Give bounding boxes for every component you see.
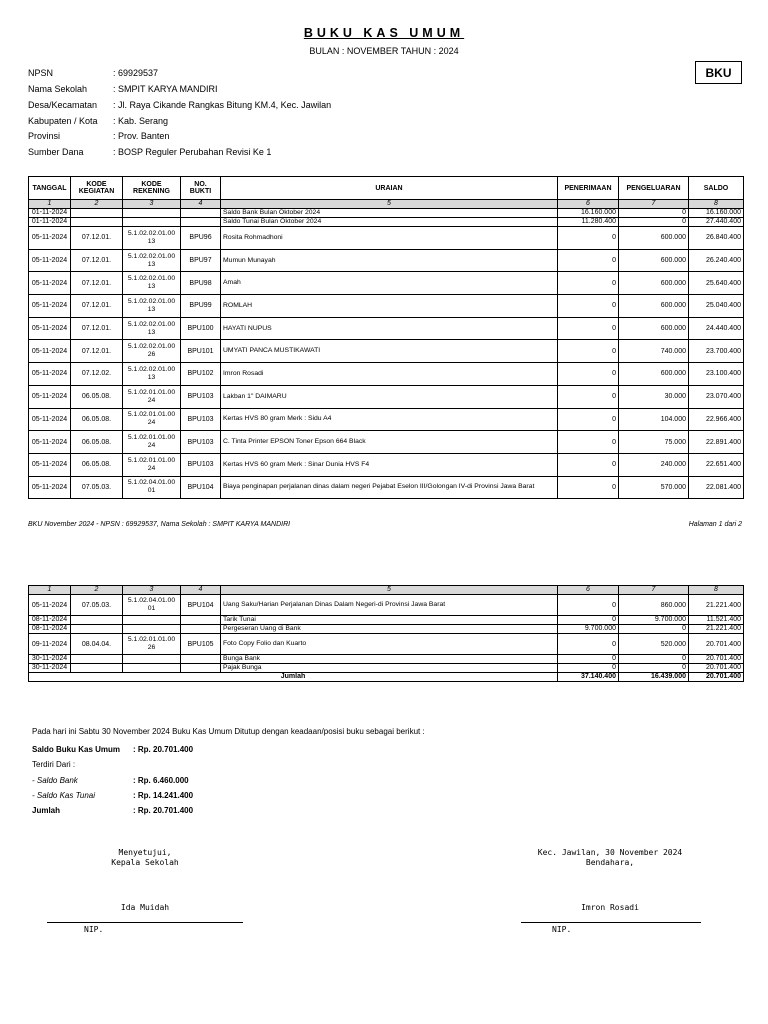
date-cell: 05-11-2024: [29, 595, 71, 616]
table-header-row: [29, 177, 744, 200]
saldo-bku-value: : Rp. 20.701.400: [133, 745, 194, 754]
date-cell: 09-11-2024: [29, 634, 71, 655]
kode-rekening-cell: [123, 625, 181, 634]
no-bukti-cell: [181, 664, 221, 673]
column-number: 8: [689, 200, 744, 209]
saldo-cell: 23.100.400: [689, 363, 744, 386]
bendahara-label: Bendahara,: [585, 858, 635, 867]
total-penerimaan: 37.140.400: [558, 673, 619, 682]
date-cell: 05-11-2024: [29, 272, 71, 295]
penerimaan-cell: 0: [558, 295, 619, 318]
info-label: Nama Sekolah: [28, 84, 88, 94]
date-cell: 01-11-2024: [29, 209, 71, 218]
penerimaan-cell: 0: [558, 655, 619, 664]
saldo-cell: 16.160.000: [689, 209, 744, 218]
kode-kegiatan-cell: 06.05.08.: [71, 431, 123, 454]
kode-kegiatan-cell: 07.12.01.: [71, 249, 123, 272]
column-header: KODE KEGIATAN: [71, 177, 123, 200]
kode-kegiatan-cell: 07.12.01.: [71, 295, 123, 318]
date-cell: 05-11-2024: [29, 431, 71, 454]
kode-rekening-cell: 5.1.02.02.01.00 13: [123, 317, 181, 340]
saldo-cell: 25.640.400: [689, 272, 744, 295]
uraian-cell: Amah: [221, 272, 558, 295]
penerimaan-cell: 0: [558, 363, 619, 386]
penerimaan-cell: 0: [558, 595, 619, 616]
kepala-sekolah-name: Ida Muidah: [120, 903, 170, 912]
no-bukti-cell: [181, 218, 221, 227]
kode-rekening-cell: 5.1.02.04.01.00 01: [123, 595, 181, 616]
no-bukti-cell: BPU105: [181, 634, 221, 655]
page-footer-info: BKU November 2024 - NPSN : 69929537, Nama Sekolah : SMPIT KARYA MANDIRI: [28, 521, 291, 528]
penerimaan-cell: 0: [558, 408, 619, 431]
no-bukti-cell: BPU103: [181, 385, 221, 408]
info-row: [28, 84, 548, 94]
uraian-cell: Biaya penginapan perjalanan dinas dalam negeri Pejabat Eselon III/Golongan IV-di Provinsi Jawa Barat: [221, 476, 558, 499]
table-row: [29, 664, 744, 673]
kode-kegiatan-cell: 08.04.04.: [71, 634, 123, 655]
date-cell: 08-11-2024: [29, 616, 71, 625]
table-row: [29, 408, 744, 431]
date-cell: 05-11-2024: [29, 249, 71, 272]
penerimaan-cell: 0: [558, 249, 619, 272]
table-row: [29, 340, 744, 363]
column-header: SALDO: [689, 177, 744, 200]
date-cell: 08-11-2024: [29, 625, 71, 634]
penerimaan-cell: 0: [558, 272, 619, 295]
column-header: PENGELUARAN: [619, 177, 689, 200]
no-bukti-cell: BPU100: [181, 317, 221, 340]
table-row: [29, 453, 744, 476]
no-bukti-cell: BPU102: [181, 363, 221, 386]
kode-rekening-cell: 5.1.02.01.01.00 24: [123, 431, 181, 454]
table-row: [29, 209, 744, 218]
signature-line-right: [521, 922, 701, 923]
info-row: [28, 68, 548, 78]
pengeluaran-cell: 600.000: [619, 272, 689, 295]
uraian-cell: ROMLAH: [221, 295, 558, 318]
no-bukti-cell: BPU104: [181, 595, 221, 616]
kode-rekening-cell: [123, 218, 181, 227]
column-number: 3: [123, 586, 181, 595]
pengeluaran-cell: 740.000: [619, 340, 689, 363]
pengeluaran-cell: 0: [619, 209, 689, 218]
saldo-cell: 11.521.400: [689, 616, 744, 625]
kode-rekening-cell: 5.1.02.04.01.00 01: [123, 476, 181, 499]
kode-kegiatan-cell: 06.05.08.: [71, 408, 123, 431]
place-date: Kec. Jawilan, 30 November 2024: [537, 848, 683, 857]
no-bukti-cell: BPU104: [181, 476, 221, 499]
total-row: [29, 673, 744, 682]
kode-kegiatan-cell: [71, 209, 123, 218]
kode-kegiatan-cell: 07.12.02.: [71, 363, 123, 386]
saldo-cell: 22.966.400: [689, 408, 744, 431]
terdiri-label: Terdiri Dari :: [32, 760, 76, 769]
penerimaan-cell: 0: [558, 340, 619, 363]
table-row: [29, 385, 744, 408]
pengeluaran-cell: 600.000: [619, 363, 689, 386]
kode-kegiatan-cell: [71, 664, 123, 673]
saldo-cell: 25.040.400: [689, 295, 744, 318]
info-value: : Kab. Serang: [113, 116, 169, 126]
column-header: PENERIMAAN: [558, 177, 619, 200]
no-bukti-cell: BPU97: [181, 249, 221, 272]
saldo-tunai-label: - Saldo Kas Tunai: [32, 791, 95, 800]
table-row: [29, 634, 744, 655]
saldo-cell: 20.701.400: [689, 664, 744, 673]
info-label: Kabupaten / Kota: [28, 116, 98, 126]
date-cell: 05-11-2024: [29, 363, 71, 386]
uraian-cell: Saldo Tunai Bulan Oktober 2024: [221, 218, 558, 227]
kode-rekening-cell: [123, 209, 181, 218]
kode-rekening-cell: [123, 655, 181, 664]
penerimaan-cell: 0: [558, 476, 619, 499]
table-row: [29, 317, 744, 340]
uraian-cell: Pergeseran Uang di Bank: [221, 625, 558, 634]
column-number: 6: [558, 586, 619, 595]
date-cell: 05-11-2024: [29, 317, 71, 340]
date-cell: 05-11-2024: [29, 340, 71, 363]
info-row: [28, 147, 548, 157]
saldo-bku-label: Saldo Buku Kas Umum: [32, 745, 121, 754]
table-row: [29, 655, 744, 664]
no-bukti-cell: BPU98: [181, 272, 221, 295]
kode-kegiatan-cell: 07.12.01.: [71, 340, 123, 363]
saldo-cell: 23.700.400: [689, 340, 744, 363]
table-row: [29, 249, 744, 272]
page-number: Halaman 1 dari 2: [688, 521, 742, 528]
column-number: 2: [71, 586, 123, 595]
info-value: : BOSP Reguler Perubahan Revisi Ke 1: [113, 147, 272, 157]
saldo-tunai-value: : Rp. 14.241.400: [133, 791, 194, 800]
table-row: [29, 295, 744, 318]
pengeluaran-cell: 0: [619, 664, 689, 673]
penerimaan-cell: 11.280.400: [558, 218, 619, 227]
pengeluaran-cell: 0: [619, 625, 689, 634]
kode-rekening-cell: 5.1.02.02.01.00 13: [123, 249, 181, 272]
no-bukti-cell: [181, 616, 221, 625]
uraian-cell: Mumun Munayah: [221, 249, 558, 272]
info-label: Desa/Kecamatan: [28, 100, 98, 110]
date-cell: 30-11-2024: [29, 664, 71, 673]
document-title: BUKU KAS UMUM: [303, 26, 465, 40]
column-header: URAIAN: [221, 177, 558, 200]
kode-kegiatan-cell: 06.05.08.: [71, 453, 123, 476]
uraian-cell: Imron Rosadi: [221, 363, 558, 386]
column-number: 2: [71, 200, 123, 209]
kode-rekening-cell: 5.1.02.01.01.00 24: [123, 453, 181, 476]
table-row: [29, 272, 744, 295]
kepala-sekolah-label: Kepala Sekolah: [111, 858, 179, 867]
penerimaan-cell: 9.700.000: [558, 625, 619, 634]
penerimaan-cell: 0: [558, 634, 619, 655]
approval-label: Menyetujui,: [118, 848, 172, 857]
info-value: : SMPIT KARYA MANDIRI: [113, 84, 218, 94]
pengeluaran-cell: 9.700.000: [619, 616, 689, 625]
kode-rekening-cell: 5.1.02.02.01.00 13: [123, 227, 181, 250]
uraian-cell: Lakban 1" DAIMARU: [221, 385, 558, 408]
column-number: 5: [221, 586, 558, 595]
saldo-cell: 21.221.400: [689, 625, 744, 634]
kode-kegiatan-cell: 06.05.08.: [71, 385, 123, 408]
saldo-cell: 26.840.400: [689, 227, 744, 250]
table-row: [29, 476, 744, 499]
document-subtitle: BULAN : NOVEMBER TAHUN : 2024: [309, 46, 459, 56]
column-number: 4: [181, 200, 221, 209]
closing-statement: Pada hari ini Sabtu 30 November 2024 Buku Kas Umum Ditutup dengan keadaan/posisi buku sebagai berikut :: [32, 727, 425, 736]
total-saldo: 20.701.400: [689, 673, 744, 682]
pengeluaran-cell: 860.000: [619, 595, 689, 616]
penerimaan-cell: 0: [558, 385, 619, 408]
column-number: 4: [181, 586, 221, 595]
info-row: [28, 100, 548, 110]
column-number: 1: [29, 200, 71, 209]
kode-rekening-cell: 5.1.02.02.01.00 13: [123, 272, 181, 295]
saldo-cell: 20.701.400: [689, 634, 744, 655]
penerimaan-cell: 0: [558, 431, 619, 454]
table-row: [29, 363, 744, 386]
column-number: 7: [619, 586, 689, 595]
kode-kegiatan-cell: 07.12.01.: [71, 272, 123, 295]
uraian-cell: C. Tinta Printer EPSON Toner Epson 664 Black: [221, 431, 558, 454]
saldo-bank-value: : Rp. 6.460.000: [133, 776, 189, 785]
saldo-cell: 21.221.400: [689, 595, 744, 616]
column-number: 7: [619, 200, 689, 209]
bku-table-page2: [28, 585, 744, 682]
date-cell: 05-11-2024: [29, 476, 71, 499]
saldo-cell: 24.440.400: [689, 317, 744, 340]
kode-kegiatan-cell: [71, 625, 123, 634]
no-bukti-cell: BPU103: [181, 453, 221, 476]
pengeluaran-cell: 240.000: [619, 453, 689, 476]
no-bukti-cell: BPU103: [181, 408, 221, 431]
uraian-cell: Pajak Bunga: [221, 664, 558, 673]
info-row: [28, 131, 548, 141]
kode-rekening-cell: 5.1.02.02.01.00 13: [123, 295, 181, 318]
kode-rekening-cell: 5.1.02.02.01.00 26: [123, 340, 181, 363]
penerimaan-cell: 0: [558, 227, 619, 250]
kode-rekening-cell: 5.1.02.01.01.00 24: [123, 408, 181, 431]
table-row: [29, 431, 744, 454]
date-cell: 05-11-2024: [29, 408, 71, 431]
pengeluaran-cell: 600.000: [619, 295, 689, 318]
column-number: 5: [221, 200, 558, 209]
kode-rekening-cell: [123, 664, 181, 673]
no-bukti-cell: [181, 209, 221, 218]
pengeluaran-cell: 600.000: [619, 227, 689, 250]
pengeluaran-cell: 30.000: [619, 385, 689, 408]
pengeluaran-cell: 600.000: [619, 249, 689, 272]
kode-kegiatan-cell: [71, 616, 123, 625]
total-pengeluaran: 16.439.000: [619, 673, 689, 682]
no-bukti-cell: [181, 625, 221, 634]
table-row: [29, 227, 744, 250]
uraian-cell: Bunga Bank: [221, 655, 558, 664]
column-number: 3: [123, 200, 181, 209]
column-number-row: [29, 586, 744, 595]
date-cell: 05-11-2024: [29, 227, 71, 250]
kode-kegiatan-cell: 07.12.01.: [71, 317, 123, 340]
column-header: KODE REKENING: [123, 177, 181, 200]
penerimaan-cell: 0: [558, 664, 619, 673]
kode-kegiatan-cell: 07.05.03.: [71, 476, 123, 499]
no-bukti-cell: BPU99: [181, 295, 221, 318]
date-cell: 30-11-2024: [29, 655, 71, 664]
table-row: [29, 625, 744, 634]
uraian-cell: Kertas HVS 60 gram Merk : Sinar Dunia HVS F4: [221, 453, 558, 476]
info-value: : Prov. Banten: [113, 131, 170, 141]
column-header: TANGGAL: [29, 177, 71, 200]
uraian-cell: Tarik Tunai: [221, 616, 558, 625]
saldo-cell: 26.240.400: [689, 249, 744, 272]
date-cell: 05-11-2024: [29, 295, 71, 318]
saldo-cell: 22.651.400: [689, 453, 744, 476]
pengeluaran-cell: 75.000: [619, 431, 689, 454]
column-number: 8: [689, 586, 744, 595]
date-cell: 05-11-2024: [29, 385, 71, 408]
info-label: Provinsi: [28, 131, 61, 141]
saldo-bank-label: - Saldo Bank: [32, 776, 78, 785]
kepala-sekolah-nip: NIP.: [84, 925, 104, 934]
bku-badge: BKU: [695, 61, 742, 84]
kode-rekening-cell: 5.1.02.02.01.00 13: [123, 363, 181, 386]
uraian-cell: HAYATI NUPUS: [221, 317, 558, 340]
kode-rekening-cell: 5.1.02.01.01.00 26: [123, 634, 181, 655]
column-header: NO. BUKTI: [181, 177, 221, 200]
saldo-cell: 27.440.400: [689, 218, 744, 227]
kode-kegiatan-cell: [71, 655, 123, 664]
info-label: Sumber Dana: [28, 147, 84, 157]
uraian-cell: UMYATI PANCA MUSTIKAWATI: [221, 340, 558, 363]
penerimaan-cell: 16.160.000: [558, 209, 619, 218]
kode-kegiatan-cell: 07.05.03.: [71, 595, 123, 616]
no-bukti-cell: [181, 655, 221, 664]
kode-rekening-cell: 5.1.02.01.01.00 24: [123, 385, 181, 408]
kode-rekening-cell: [123, 616, 181, 625]
bendahara-name: Imron Rosadi: [581, 903, 639, 912]
no-bukti-cell: BPU101: [181, 340, 221, 363]
table-row: [29, 595, 744, 616]
column-number: 6: [558, 200, 619, 209]
uraian-cell: Saldo Bank Bulan Oktober 2024: [221, 209, 558, 218]
info-value: : 69929537: [113, 68, 159, 78]
info-row: [28, 116, 548, 126]
uraian-cell: Kertas HVS 80 gram Merk : Sidu A4: [221, 408, 558, 431]
uraian-cell: Rosita Rohmadhoni: [221, 227, 558, 250]
saldo-cell: 22.081.400: [689, 476, 744, 499]
pengeluaran-cell: 520.000: [619, 634, 689, 655]
jumlah-value: : Rp. 20.701.400: [133, 806, 194, 815]
saldo-cell: 22.891.400: [689, 431, 744, 454]
jumlah-label: Jumlah: [32, 806, 61, 815]
date-cell: 05-11-2024: [29, 453, 71, 476]
saldo-cell: 20.701.400: [689, 655, 744, 664]
pengeluaran-cell: 0: [619, 655, 689, 664]
total-label: Jumlah: [29, 673, 558, 682]
penerimaan-cell: 0: [558, 317, 619, 340]
penerimaan-cell: 0: [558, 616, 619, 625]
no-bukti-cell: BPU96: [181, 227, 221, 250]
bku-table-page1: [28, 176, 744, 499]
pengeluaran-cell: 104.000: [619, 408, 689, 431]
table-row: [29, 218, 744, 227]
column-number: 1: [29, 586, 71, 595]
pengeluaran-cell: 570.000: [619, 476, 689, 499]
penerimaan-cell: 0: [558, 453, 619, 476]
bendahara-nip: NIP.: [552, 925, 572, 934]
kode-kegiatan-cell: 07.12.01.: [71, 227, 123, 250]
signature-line-left: [47, 922, 243, 923]
uraian-cell: Uang Saku/Harian Perjalanan Dinas Dalam Negeri-di Provinsi Jawa Barat: [221, 595, 558, 616]
pengeluaran-cell: 0: [619, 218, 689, 227]
info-value: : Jl. Raya Cikande Rangkas Bitung KM.4, Kec. Jawilan: [113, 100, 332, 110]
table-row: [29, 616, 744, 625]
info-label: NPSN: [28, 68, 54, 78]
kode-kegiatan-cell: [71, 218, 123, 227]
saldo-cell: 23.070.400: [689, 385, 744, 408]
no-bukti-cell: BPU103: [181, 431, 221, 454]
date-cell: 01-11-2024: [29, 218, 71, 227]
uraian-cell: Foto Copy Folio dan Kuarto: [221, 634, 558, 655]
pengeluaran-cell: 600.000: [619, 317, 689, 340]
column-number-row: [29, 200, 744, 209]
